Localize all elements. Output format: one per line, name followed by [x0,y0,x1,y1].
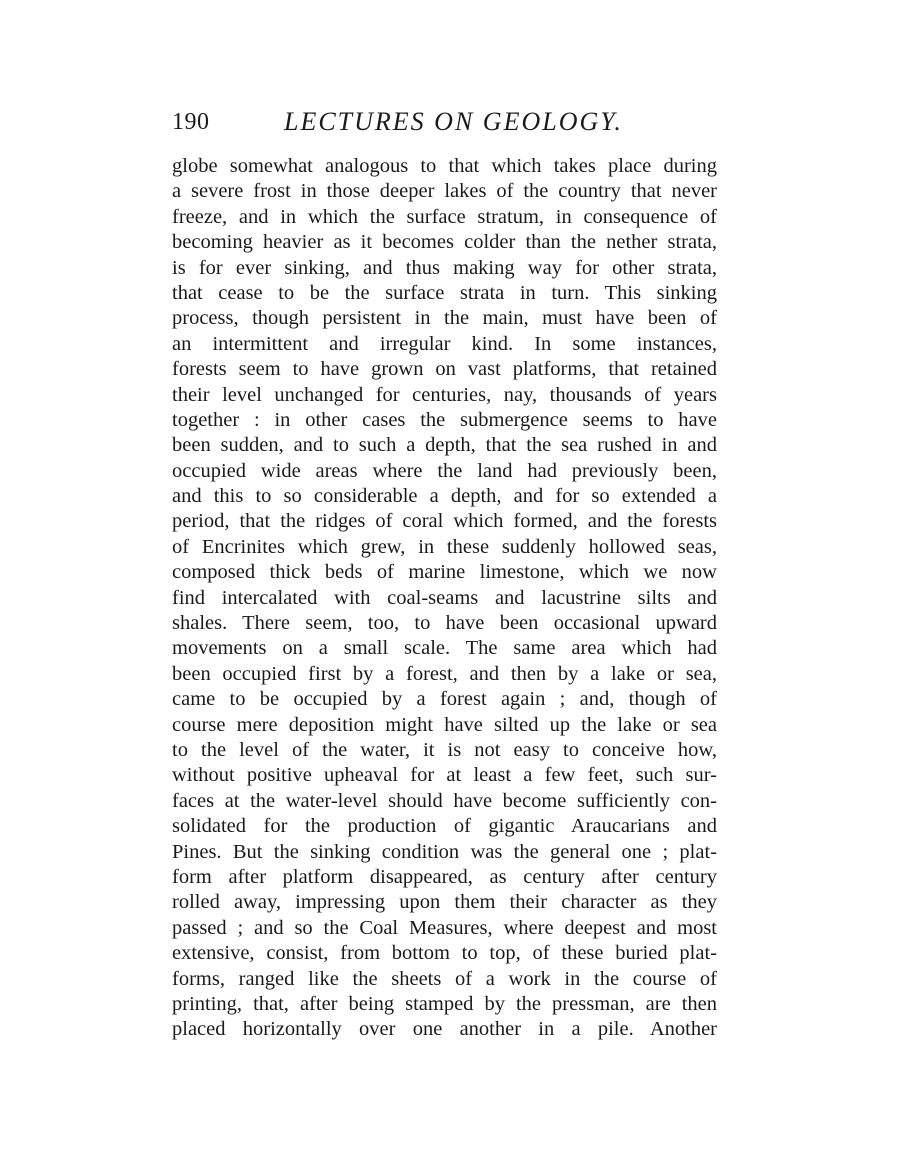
text-line: movements on a small scale. The same area which had [172,637,717,660]
text-line: and this to so considerable a depth, and for so extended a [172,485,717,508]
page-header [172,104,732,140]
text-line: globe somewhat analogous to that which takes place during [172,155,717,177]
text-line: solidated for the production of gigantic Araucarians and [172,815,717,838]
text-line: extensive, consist, from bottom to top, of these buried plat- [172,942,717,965]
text-line: Pines. But the sinking condition was the general one ; plat- [172,840,717,863]
text-line: freeze, and in which the surface stratum, in consequence of [172,205,717,228]
text-line: that cease to be the surface strata in turn. This sinking [172,281,717,304]
text-line: of Encrinites which grew, in these suddenly hollowed seas, [172,535,717,558]
text-line: a severe frost in those deeper lakes of the country that never [172,180,717,203]
text-line: faces at the water-level should have become sufficiently con- [172,789,717,812]
text-line: rolled away, impressing upon them their character as they [172,891,717,914]
text-line: came to be occupied by a forest again ; and, though of [172,688,717,711]
text-line: been sudden, and to such a depth, that the sea rushed in and [172,434,717,457]
text-line: forests seem to have grown on vast platforms, that retained [172,358,717,381]
page-number: 190 [172,109,210,135]
running-title: LECTURES ON GEOLOGY. [284,107,623,136]
text-line: without positive upheaval for at least a few feet, such sur- [172,764,717,787]
text-line: placed horizontally over one another in a pile. Another [172,1018,717,1041]
text-line: passed ; and so the Coal Measures, where deepest and most [172,916,717,939]
text-line: together : in other cases the submergence seems to have [172,408,717,431]
body-text [172,154,717,1043]
text-line: an intermittent and irregular kind. In some instances, [172,332,717,355]
text-line: form after platform disappeared, as century after century [172,865,717,888]
text-line: forms, ranged like the sheets of a work in the course of [172,967,717,990]
text-line: shales. There seem, too, to have been occasional upward [172,612,717,635]
text-line: find intercalated with coal-seams and lacustrine silts and [172,586,717,609]
text-line: to the level of the water, it is not easy to conceive how, [172,738,717,761]
text-line: been occupied first by a forest, and then by a lake or sea, [172,662,717,685]
text-line: is for ever sinking, and thus making way for other strata, [172,256,717,279]
text-line: course mere deposition might have silted up the lake or sea [172,713,717,736]
text-line: composed thick beds of marine limestone, which we now [172,561,717,584]
text-line: becoming heavier as it becomes colder than the nether strata, [172,231,717,254]
text-line: their level unchanged for centuries, nay, thousands of years [172,383,717,406]
text-line: process, though persistent in the main, must have been of [172,307,717,330]
text-line: printing, that, after being stamped by the pressman, are then [172,992,717,1015]
text-line: period, that the ridges of coral which formed, and the forests [172,510,717,533]
text-line: occupied wide areas where the land had previously been, [172,459,717,482]
